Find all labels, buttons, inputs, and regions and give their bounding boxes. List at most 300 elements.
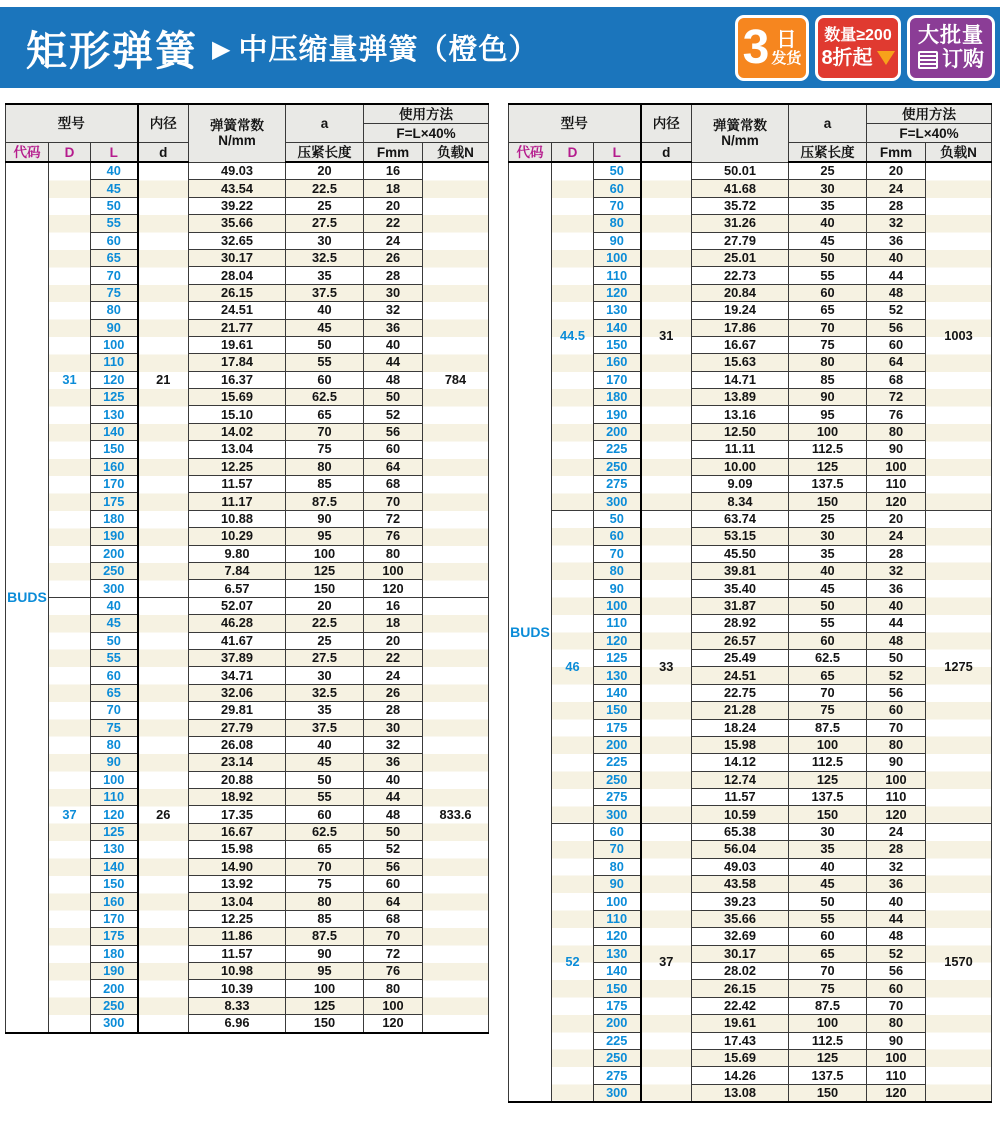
cell-d: 31 — [641, 162, 692, 510]
cell-Fmm: 56 — [867, 684, 926, 701]
cell-Fmm: 16 — [364, 162, 423, 180]
order-form-icon — [918, 51, 938, 69]
cell-compressed-length: 95 — [286, 528, 364, 545]
cell-L: 130 — [594, 667, 641, 684]
cell-spring-constant: 27.79 — [692, 232, 789, 249]
cell-d: 33 — [641, 510, 692, 823]
cell-spring-constant: 6.96 — [189, 1015, 286, 1033]
cell-Fmm: 44 — [867, 267, 926, 284]
header-spring-constant-line2: N/mm — [218, 133, 256, 149]
cell-compressed-length: 75 — [789, 980, 867, 997]
header-spring-constant-line1: 弹簧常数 — [713, 118, 767, 134]
cell-spring-constant: 39.81 — [692, 562, 789, 579]
cell-compressed-length: 45 — [286, 319, 364, 336]
table-row — [509, 162, 992, 180]
cell-spring-constant: 13.04 — [189, 893, 286, 910]
cell-spring-constant: 26.08 — [189, 736, 286, 753]
cell-L: 100 — [594, 249, 641, 266]
cell-Fmm: 40 — [867, 893, 926, 910]
cell-Fmm: 22 — [364, 649, 423, 666]
cell-Fmm: 28 — [364, 267, 423, 284]
cell-L: 120 — [91, 371, 138, 388]
cell-Fmm: 110 — [867, 789, 926, 806]
cell-Fmm: 36 — [867, 876, 926, 893]
cell-L: 75 — [91, 719, 138, 736]
cell-compressed-length: 35 — [286, 702, 364, 719]
promo-badges — [735, 15, 995, 81]
cell-compressed-length: 70 — [789, 319, 867, 336]
cell-L: 170 — [594, 371, 641, 388]
cell-Fmm: 50 — [867, 649, 926, 666]
cell-Fmm: 120 — [364, 1015, 423, 1033]
cell-L: 250 — [594, 458, 641, 475]
cell-Fmm: 100 — [364, 997, 423, 1014]
cell-L: 55 — [91, 215, 138, 232]
cell-compressed-length: 75 — [789, 336, 867, 353]
cell-compressed-length: 95 — [789, 406, 867, 423]
cell-compressed-length: 70 — [789, 684, 867, 701]
cell-spring-constant: 17.35 — [189, 806, 286, 823]
cell-Fmm: 28 — [364, 702, 423, 719]
cell-spring-constant: 26.15 — [692, 980, 789, 997]
cell-spring-constant: 15.69 — [189, 389, 286, 406]
header-D: D — [49, 143, 91, 163]
cell-Fmm: 36 — [867, 232, 926, 249]
cell-Fmm: 56 — [867, 962, 926, 979]
cell-spring-constant: 35.72 — [692, 197, 789, 214]
badge-3day-label: 发货 — [771, 50, 802, 67]
cell-Fmm: 80 — [364, 545, 423, 562]
cell-Fmm: 48 — [867, 928, 926, 945]
cell-spring-constant: 35.66 — [692, 910, 789, 927]
cell-spring-constant: 6.57 — [189, 580, 286, 597]
cell-spring-constant: 18.24 — [692, 719, 789, 736]
cell-compressed-length: 87.5 — [789, 719, 867, 736]
cell-L: 130 — [91, 841, 138, 858]
badge-3day-unit: 日 — [776, 29, 797, 51]
cell-L: 250 — [91, 562, 138, 579]
cell-compressed-length: 62.5 — [789, 649, 867, 666]
cell-spring-constant: 41.67 — [189, 632, 286, 649]
cell-L: 250 — [594, 1049, 641, 1066]
cell-L: 100 — [594, 893, 641, 910]
cell-L: 60 — [594, 528, 641, 545]
cell-L: 275 — [594, 476, 641, 493]
cell-L: 50 — [594, 162, 641, 180]
cell-compressed-length: 40 — [286, 736, 364, 753]
cell-spring-constant: 49.03 — [692, 858, 789, 875]
cell-compressed-length: 35 — [789, 841, 867, 858]
cell-compressed-length: 125 — [286, 997, 364, 1014]
cell-spring-constant: 31.87 — [692, 597, 789, 614]
cell-spring-constant: 23.14 — [189, 754, 286, 771]
cell-spring-constant: 19.61 — [189, 336, 286, 353]
cell-spring-constant: 16.67 — [692, 336, 789, 353]
cell-L: 70 — [594, 197, 641, 214]
cell-compressed-length: 50 — [789, 249, 867, 266]
cell-compressed-length: 112.5 — [789, 1032, 867, 1049]
cell-L: 250 — [91, 997, 138, 1014]
cell-L: 90 — [91, 319, 138, 336]
cell-L: 60 — [91, 232, 138, 249]
cell-L: 45 — [91, 180, 138, 197]
cell-Fmm: 80 — [867, 1015, 926, 1032]
cell-L: 60 — [91, 667, 138, 684]
cell-spring-constant: 15.10 — [189, 406, 286, 423]
cell-L: 140 — [594, 319, 641, 336]
cell-Fmm: 30 — [364, 719, 423, 736]
cell-Fmm: 60 — [867, 336, 926, 353]
cell-compressed-length: 112.5 — [789, 754, 867, 771]
cell-Fmm: 90 — [867, 441, 926, 458]
cell-Fmm: 100 — [867, 1049, 926, 1066]
cell-spring-constant: 10.39 — [189, 980, 286, 997]
cell-spring-constant: 22.75 — [692, 684, 789, 701]
cell-compressed-length: 62.5 — [286, 389, 364, 406]
cell-D: 44.5 — [552, 162, 594, 510]
header-spring-constant-line2: N/mm — [721, 133, 759, 149]
cell-L: 130 — [594, 302, 641, 319]
cell-compressed-length: 85 — [286, 476, 364, 493]
cell-compressed-length: 30 — [286, 232, 364, 249]
cell-Fmm: 20 — [867, 162, 926, 180]
cell-L: 110 — [594, 615, 641, 632]
cell-L: 180 — [91, 510, 138, 527]
cell-Fmm: 76 — [364, 528, 423, 545]
cell-spring-constant: 19.61 — [692, 1015, 789, 1032]
cell-compressed-length: 30 — [789, 823, 867, 840]
cell-spring-constant: 35.40 — [692, 580, 789, 597]
cell-compressed-length: 75 — [286, 876, 364, 893]
cell-L: 90 — [594, 232, 641, 249]
page-subtitle: 中压缩量弹簧（橙色） — [238, 34, 539, 66]
cell-L: 170 — [91, 476, 138, 493]
cell-compressed-length: 37.5 — [286, 284, 364, 301]
cell-compressed-length: 27.5 — [286, 649, 364, 666]
cell-spring-constant: 24.51 — [189, 302, 286, 319]
header-Fmm: Fmm — [867, 143, 926, 163]
cell-L: 200 — [91, 545, 138, 562]
header-usage: 使用方法 — [867, 104, 992, 124]
cell-compressed-length: 65 — [286, 841, 364, 858]
cell-L: 300 — [594, 806, 641, 823]
cell-spring-constant: 14.90 — [189, 858, 286, 875]
cell-spring-constant: 13.89 — [692, 389, 789, 406]
cell-L: 70 — [91, 702, 138, 719]
cell-Fmm: 18 — [364, 615, 423, 632]
cell-Fmm: 32 — [364, 736, 423, 753]
cell-spring-constant: 50.01 — [692, 162, 789, 180]
cell-L: 80 — [594, 562, 641, 579]
cell-L: 125 — [91, 389, 138, 406]
cell-Fmm: 110 — [867, 1067, 926, 1084]
cell-Fmm: 26 — [364, 249, 423, 266]
cell-Fmm: 36 — [867, 580, 926, 597]
cell-L: 50 — [594, 510, 641, 527]
cell-L: 110 — [594, 267, 641, 284]
cell-Fmm: 48 — [867, 632, 926, 649]
cell-compressed-length: 22.5 — [286, 180, 364, 197]
cell-compressed-length: 137.5 — [789, 476, 867, 493]
cell-spring-constant: 49.03 — [189, 162, 286, 180]
cell-L: 65 — [91, 249, 138, 266]
cell-spring-constant: 21.77 — [189, 319, 286, 336]
cell-compressed-length: 150 — [286, 580, 364, 597]
cell-L: 50 — [91, 197, 138, 214]
cell-compressed-length: 85 — [286, 910, 364, 927]
cell-L: 55 — [91, 649, 138, 666]
cell-Fmm: 52 — [867, 302, 926, 319]
cell-compressed-length: 95 — [286, 962, 364, 979]
cell-compressed-length: 32.5 — [286, 249, 364, 266]
cell-spring-constant: 17.43 — [692, 1032, 789, 1049]
cell-Fmm: 70 — [364, 493, 423, 510]
cell-compressed-length: 90 — [286, 945, 364, 962]
cell-load: 833.6 — [423, 597, 489, 1032]
cell-spring-constant: 16.67 — [189, 823, 286, 840]
cell-L: 160 — [91, 458, 138, 475]
cell-L: 125 — [594, 649, 641, 666]
cell-L: 80 — [91, 302, 138, 319]
cell-spring-constant: 28.02 — [692, 962, 789, 979]
cell-Fmm: 80 — [867, 736, 926, 753]
cell-spring-constant: 25.49 — [692, 649, 789, 666]
header-a: a — [789, 104, 867, 143]
cell-L: 225 — [594, 754, 641, 771]
cell-Fmm: 32 — [867, 858, 926, 875]
cell-compressed-length: 150 — [789, 1084, 867, 1102]
cell-L: 200 — [594, 736, 641, 753]
cell-L: 60 — [594, 823, 641, 840]
cell-d: 26 — [138, 597, 189, 1032]
badge-bulk-line2: 订购 — [942, 48, 984, 71]
cell-compressed-length: 70 — [789, 962, 867, 979]
cell-compressed-length: 55 — [789, 615, 867, 632]
cell-L: 120 — [594, 632, 641, 649]
cell-compressed-length: 45 — [789, 232, 867, 249]
cell-compressed-length: 45 — [286, 754, 364, 771]
cell-compressed-length: 87.5 — [286, 928, 364, 945]
cell-Fmm: 60 — [867, 980, 926, 997]
cell-Fmm: 90 — [867, 1032, 926, 1049]
cell-Fmm: 70 — [364, 928, 423, 945]
cell-spring-constant: 56.04 — [692, 841, 789, 858]
header-spring-constant — [692, 104, 789, 162]
badge-discount-line2: 8折起 — [821, 47, 873, 69]
cell-spring-constant: 11.57 — [189, 945, 286, 962]
cell-L: 125 — [91, 823, 138, 840]
cell-L: 180 — [594, 389, 641, 406]
cell-L: 175 — [91, 493, 138, 510]
cell-compressed-length: 137.5 — [789, 789, 867, 806]
cell-Fmm: 24 — [364, 667, 423, 684]
cell-code: BUDS — [6, 162, 49, 1033]
cell-spring-constant: 12.25 — [189, 458, 286, 475]
cell-Fmm: 32 — [867, 215, 926, 232]
cell-Fmm: 120 — [867, 806, 926, 823]
cell-spring-constant: 31.26 — [692, 215, 789, 232]
cell-L: 80 — [594, 858, 641, 875]
cell-L: 40 — [91, 162, 138, 180]
cell-spring-constant: 41.68 — [692, 180, 789, 197]
cell-Fmm: 72 — [364, 510, 423, 527]
cell-spring-constant: 28.04 — [189, 267, 286, 284]
cell-compressed-length: 75 — [286, 441, 364, 458]
header-code: 代码 — [509, 143, 552, 163]
cell-compressed-length: 50 — [789, 597, 867, 614]
cell-L: 175 — [594, 719, 641, 736]
cell-Fmm: 100 — [364, 562, 423, 579]
cell-Fmm: 52 — [867, 945, 926, 962]
cell-spring-constant: 65.38 — [692, 823, 789, 840]
cell-L: 70 — [594, 841, 641, 858]
cell-L: 130 — [91, 406, 138, 423]
cell-Fmm: 18 — [364, 180, 423, 197]
table-row — [509, 823, 992, 840]
cell-spring-constant: 15.63 — [692, 354, 789, 371]
cell-Fmm: 50 — [364, 389, 423, 406]
cell-L: 160 — [91, 893, 138, 910]
cell-compressed-length: 60 — [789, 632, 867, 649]
cell-Fmm: 28 — [867, 197, 926, 214]
cell-compressed-length: 20 — [286, 162, 364, 180]
cell-L: 190 — [91, 528, 138, 545]
cell-spring-constant: 9.09 — [692, 476, 789, 493]
cell-Fmm: 56 — [364, 423, 423, 440]
cell-spring-constant: 13.92 — [189, 876, 286, 893]
header-load: 负载N — [423, 143, 489, 163]
cell-L: 180 — [91, 945, 138, 962]
header-L: L — [594, 143, 641, 163]
cell-compressed-length: 35 — [286, 267, 364, 284]
cell-compressed-length: 137.5 — [789, 1067, 867, 1084]
cell-spring-constant: 32.65 — [189, 232, 286, 249]
cell-L: 50 — [91, 632, 138, 649]
cell-compressed-length: 62.5 — [286, 823, 364, 840]
header-spring-constant-line1: 弹簧常数 — [210, 118, 264, 134]
cell-Fmm: 120 — [364, 580, 423, 597]
cell-spring-constant: 20.88 — [189, 771, 286, 788]
cell-spring-constant: 43.58 — [692, 876, 789, 893]
header-compressed-length: 压紧长度 — [789, 143, 867, 163]
cell-compressed-length: 35 — [789, 545, 867, 562]
cell-Fmm: 80 — [364, 980, 423, 997]
cell-spring-constant: 26.15 — [189, 284, 286, 301]
cell-spring-constant: 15.98 — [692, 736, 789, 753]
cell-spring-constant: 32.69 — [692, 928, 789, 945]
cell-compressed-length: 25 — [286, 197, 364, 214]
cell-Fmm: 20 — [867, 510, 926, 527]
cell-L: 160 — [594, 354, 641, 371]
cell-Fmm: 24 — [867, 528, 926, 545]
cell-compressed-length: 125 — [286, 562, 364, 579]
cell-compressed-length: 22.5 — [286, 615, 364, 632]
cell-compressed-length: 80 — [789, 354, 867, 371]
cell-L: 140 — [91, 858, 138, 875]
cell-Fmm: 120 — [867, 493, 926, 510]
cell-spring-constant: 10.29 — [189, 528, 286, 545]
header-load: 负载N — [926, 143, 992, 163]
cell-L: 275 — [594, 1067, 641, 1084]
cell-compressed-length: 25 — [789, 510, 867, 527]
cell-spring-constant: 14.71 — [692, 371, 789, 388]
cell-L: 100 — [594, 597, 641, 614]
cell-Fmm: 48 — [867, 284, 926, 301]
cell-compressed-length: 20 — [286, 597, 364, 614]
cell-compressed-length: 55 — [789, 267, 867, 284]
cell-spring-constant: 13.16 — [692, 406, 789, 423]
cell-compressed-length: 85 — [789, 371, 867, 388]
cell-spring-constant: 10.98 — [189, 962, 286, 979]
cell-Fmm: 100 — [867, 771, 926, 788]
cell-L: 250 — [594, 771, 641, 788]
cell-compressed-length: 90 — [789, 389, 867, 406]
cell-L: 90 — [91, 754, 138, 771]
cell-Fmm: 26 — [364, 684, 423, 701]
cell-compressed-length: 27.5 — [286, 215, 364, 232]
cell-compressed-length: 87.5 — [286, 493, 364, 510]
cell-L: 200 — [594, 423, 641, 440]
cell-compressed-length: 30 — [286, 667, 364, 684]
cell-compressed-length: 50 — [789, 893, 867, 910]
badge-bulk-line1: 大批量 — [918, 24, 984, 47]
cell-spring-constant: 16.37 — [189, 371, 286, 388]
cell-Fmm: 60 — [867, 702, 926, 719]
cell-compressed-length: 40 — [789, 562, 867, 579]
cell-compressed-length: 100 — [789, 736, 867, 753]
cell-Fmm: 32 — [364, 302, 423, 319]
cell-spring-constant: 9.80 — [189, 545, 286, 562]
cell-Fmm: 120 — [867, 1084, 926, 1102]
header-formula: F=L×40% — [867, 124, 992, 143]
cell-spring-constant: 8.33 — [189, 997, 286, 1014]
cell-Fmm: 52 — [867, 667, 926, 684]
cell-L: 110 — [594, 910, 641, 927]
cell-Fmm: 44 — [364, 354, 423, 371]
cell-compressed-length: 100 — [286, 545, 364, 562]
cell-Fmm: 44 — [867, 910, 926, 927]
cell-Fmm: 40 — [867, 597, 926, 614]
cell-compressed-length: 60 — [286, 371, 364, 388]
header-spring-constant — [189, 104, 286, 162]
cell-Fmm: 20 — [364, 197, 423, 214]
cell-L: 150 — [594, 336, 641, 353]
cell-load: 1570 — [926, 823, 992, 1102]
cell-compressed-length: 37.5 — [286, 719, 364, 736]
title-arrow-icon: ▶ — [212, 36, 231, 63]
cell-compressed-length: 80 — [286, 893, 364, 910]
cell-Fmm: 110 — [867, 476, 926, 493]
cell-Fmm: 22 — [364, 215, 423, 232]
header-usage: 使用方法 — [364, 104, 489, 124]
page-title: 矩形弹簧 — [26, 28, 198, 74]
cell-compressed-length: 100 — [789, 423, 867, 440]
cell-L: 110 — [91, 789, 138, 806]
cell-compressed-length: 150 — [286, 1015, 364, 1033]
cell-compressed-length: 60 — [789, 284, 867, 301]
cell-Fmm: 90 — [867, 754, 926, 771]
cell-compressed-length: 30 — [789, 528, 867, 545]
cell-compressed-length: 65 — [789, 945, 867, 962]
cell-L: 300 — [594, 1084, 641, 1102]
cell-spring-constant: 22.73 — [692, 267, 789, 284]
header-L: L — [91, 143, 138, 163]
cell-L: 175 — [91, 928, 138, 945]
cell-spring-constant: 18.92 — [189, 789, 286, 806]
cell-L: 170 — [91, 910, 138, 927]
cell-L: 140 — [91, 423, 138, 440]
cell-L: 80 — [91, 736, 138, 753]
